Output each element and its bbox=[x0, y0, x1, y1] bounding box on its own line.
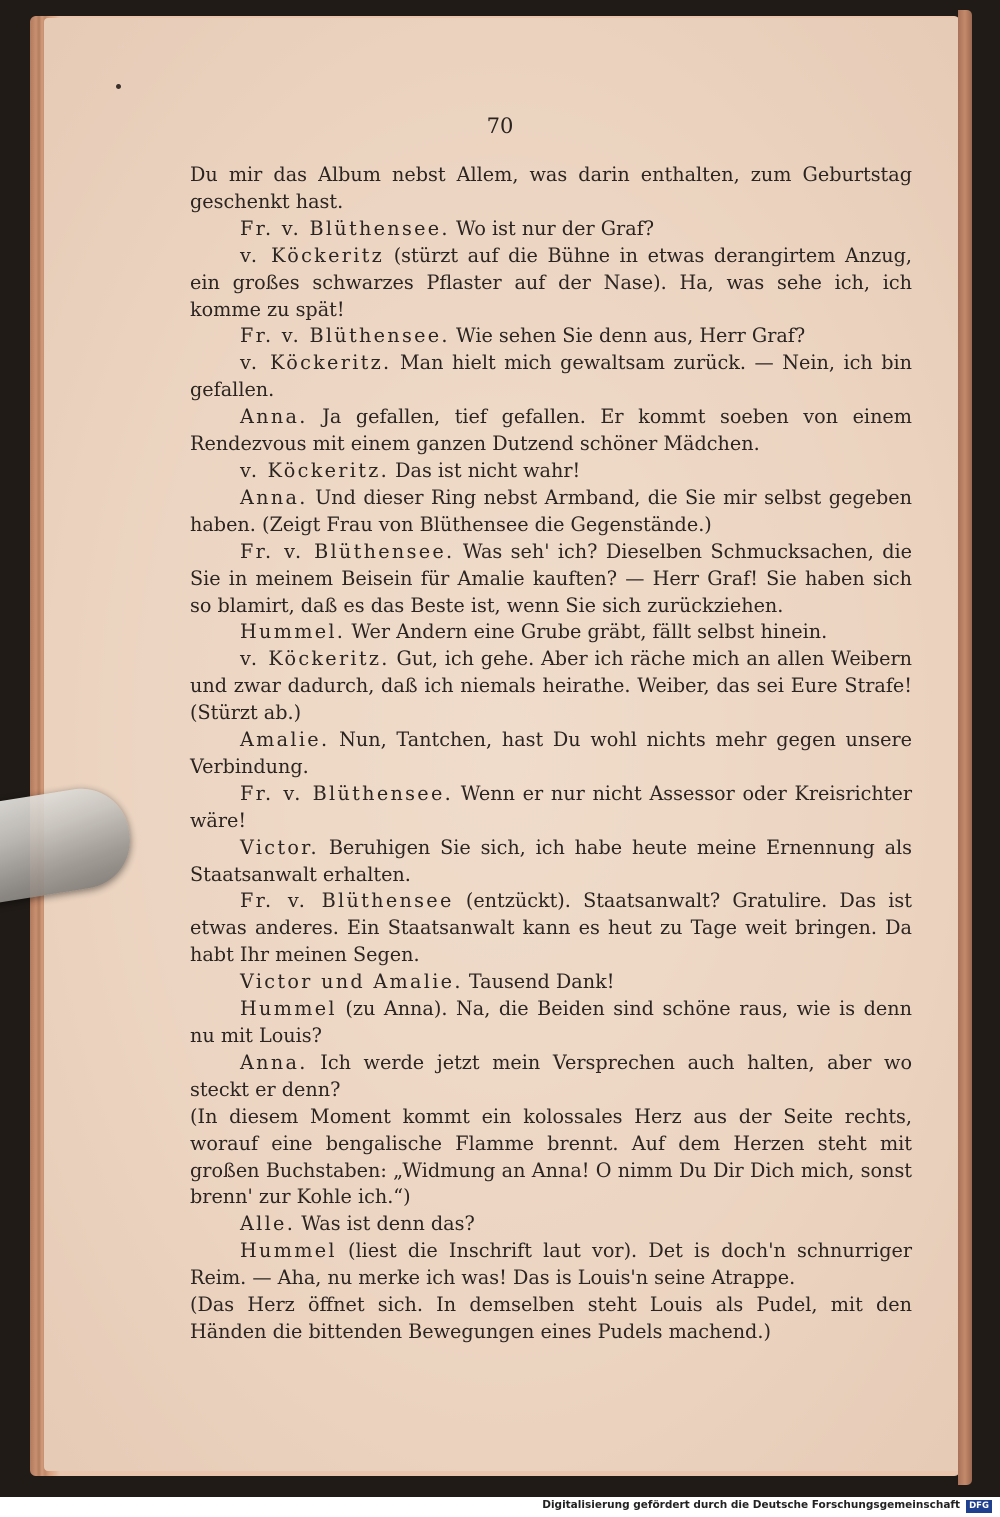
paragraph-text: Du mir das Album nebst Allem, was darin enthalten, zum Geburtstag geschenkt hast. bbox=[190, 163, 912, 213]
speech-line bbox=[190, 1238, 912, 1292]
speech-line bbox=[190, 350, 912, 404]
paragraph-text: Was ist denn das? bbox=[301, 1212, 475, 1236]
speaker-name: Fr. v. Blüthensee. bbox=[240, 324, 450, 348]
page-spot bbox=[116, 84, 121, 89]
page-number: 70 bbox=[486, 114, 514, 138]
paragraph-text: (In diesem Moment kommt ein kolossales Herz aus der Seite rechts, worauf eine bengalische Flamme brennt. Auf dem Herzen steht mit großen Buchstaben: „Widmung an Anna! O nimm Du Dir Dich mich, sonst brenn' zur Kohle ich.“) bbox=[190, 1104, 912, 1209]
speaker-name: Fr. v. Blüthensee. bbox=[240, 781, 454, 805]
speech-line bbox=[190, 835, 912, 889]
paragraph-text: Ich werde jetzt mein Versprechen auch halten, aber wo steckt er denn? bbox=[190, 1050, 912, 1101]
paragraph-text: (stürzt auf die Bühne in etwas derangirtem Anzug, ein großes schwarzes Pflaster auf der Nase). Ha, was sehe ich, ich komme zu spät! bbox=[190, 243, 913, 321]
book-spine-edge bbox=[958, 10, 972, 1485]
speaker-name: Anna. bbox=[240, 405, 308, 429]
dfg-logo: DFG bbox=[966, 1500, 992, 1513]
speaker-name: Alle. bbox=[240, 1212, 296, 1236]
paragraph-text: Und dieser Ring nebst Armband, die Sie mir selbst gegeben haben. (Zeigt Frau von Blüthensee die Gegenstände.) bbox=[190, 485, 912, 536]
paragraph-text: (entzückt). Staatsanwalt? Gratulire. Das ist etwas anderes. Ein Staatsanwalt kann es heut zu Tage weit bringen. Da habt Ihr meinen Segen. bbox=[190, 889, 912, 967]
speech-line bbox=[190, 458, 912, 485]
speaker-name: Victor und Amalie. bbox=[240, 970, 463, 994]
speaker-name: Anna. bbox=[240, 485, 308, 509]
paragraph-text: (liest die Inschrift laut vor). Det is doch'n schnurriger Reim. — Aha, nu merke ich was! Das is Louis'n seine Atrappe. bbox=[190, 1239, 913, 1290]
speaker-name: Victor. bbox=[240, 835, 319, 859]
speaker-name: Fr. v. Blüthensee. bbox=[240, 216, 450, 240]
paragraph-text: Wer Andern eine Grube gräbt, fällt selbst hinein. bbox=[351, 620, 828, 644]
speech-line bbox=[190, 1050, 912, 1104]
continued-speech bbox=[190, 162, 912, 216]
speech-line bbox=[190, 996, 912, 1050]
speech-line bbox=[190, 1211, 912, 1238]
speaker-name: Hummel. bbox=[240, 620, 346, 644]
speech-line bbox=[190, 485, 912, 539]
speaker-name: Anna. bbox=[240, 1050, 308, 1074]
speech-line bbox=[190, 404, 912, 458]
paragraph-text: Ja gefallen, tief gefallen. Er kommt soeben von einem Rendezvous mit einem ganzen Dutzend schöner Mädchen. bbox=[190, 405, 912, 456]
speech-line bbox=[190, 969, 912, 996]
speaker-name: v. Köckeritz. bbox=[240, 647, 390, 671]
speech-line bbox=[190, 539, 912, 620]
paragraph-text: Nun, Tantchen, hast Du wohl nichts mehr gegen unsere Verbindung. bbox=[190, 728, 912, 778]
speech-line bbox=[190, 646, 912, 727]
speech-line bbox=[190, 323, 912, 350]
paragraph-text: Wenn er nur nicht Assessor oder Kreisrichter wäre! bbox=[190, 781, 912, 832]
speech-line bbox=[190, 888, 912, 969]
paragraph-text: Wo ist nur der Graf? bbox=[455, 216, 655, 240]
paragraph-text: Beruhigen Sie sich, ich habe heute meine Ernennung als Staatsanwalt erhalten. bbox=[190, 835, 913, 886]
speaker-name: v. Köckeritz bbox=[240, 243, 385, 267]
speaker-name: Hummel bbox=[240, 997, 337, 1021]
paragraph-text: Was seh' ich? Dieselben Schmucksachen, die Sie in meinem Beisein für Amalie kauften? — Herr Graf! Sie haben sich so blamirt, daß es das Beste ist, wenn Sie sich zurückziehen. bbox=[190, 539, 912, 617]
paragraph-text: Man hielt mich gewaltsam zurück. — Nein, ich bin gefallen. bbox=[190, 351, 912, 402]
speaker-name: Fr. v. Blüthensee. bbox=[240, 539, 455, 563]
speech-line bbox=[190, 781, 912, 835]
speech-line bbox=[190, 216, 912, 243]
funding-credit: Digitalisierung gefördert durch die Deutsche Forschungsgemeinschaft bbox=[542, 1499, 960, 1511]
speaker-name: Amalie. bbox=[240, 728, 330, 752]
speaker-name: v. Köckeritz. bbox=[240, 351, 392, 375]
stage-direction bbox=[190, 1292, 912, 1346]
speech-line bbox=[190, 727, 912, 781]
footer-bar bbox=[0, 1497, 1000, 1517]
speaker-name: Hummel bbox=[240, 1239, 337, 1263]
paragraph-text: Tausend Dank! bbox=[468, 970, 615, 994]
speech-line bbox=[190, 619, 912, 646]
paragraph-text: (zu Anna). Na, die Beiden sind schöne raus, wie is denn nu mit Louis? bbox=[190, 997, 912, 1047]
speaker-name: v. Köckeritz. bbox=[240, 458, 390, 482]
paragraph-text: Das ist nicht wahr! bbox=[395, 458, 581, 482]
paragraph-text: Gut, ich gehe. Aber ich räche mich an allen Weibern und zwar dadurch, daß ich niemals heirathe. Weiber, das sei Eure Strafe! (Stürzt ab.) bbox=[190, 647, 912, 725]
paragraph-text: (Das Herz öffnet sich. In demselben steht Louis als Pudel, mit den Händen die bittenden Bewegungen eines Pudels machend.) bbox=[190, 1293, 912, 1343]
page-text bbox=[190, 162, 912, 1346]
speech-line bbox=[190, 243, 912, 324]
paragraph-text: Wie sehen Sie denn aus, Herr Graf? bbox=[455, 324, 806, 348]
stage-direction bbox=[190, 1104, 912, 1212]
speaker-name: Fr. v. Blüthensee bbox=[240, 889, 454, 913]
